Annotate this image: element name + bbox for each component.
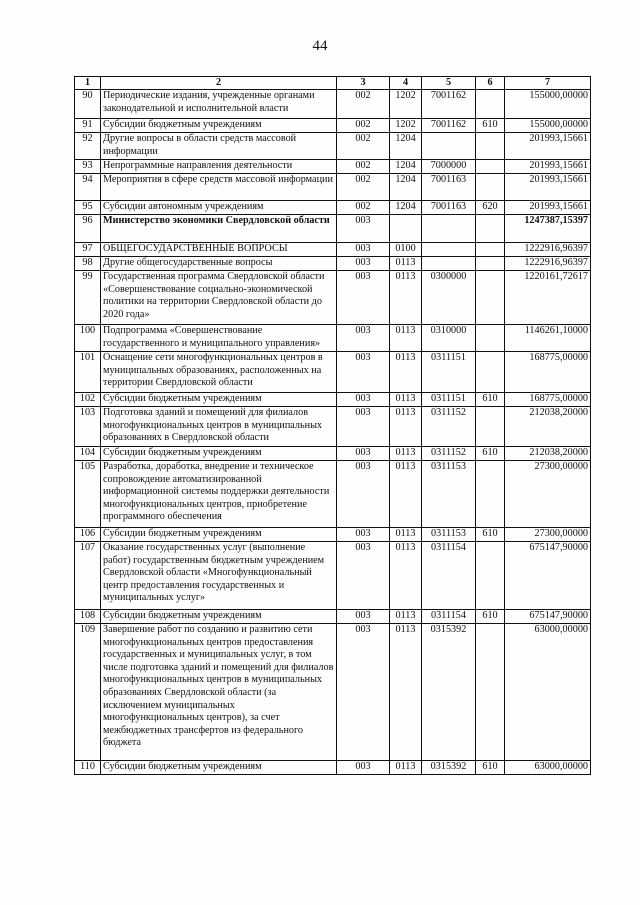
- expense-type-code: [476, 174, 505, 201]
- column-header: 5: [422, 77, 476, 90]
- expense-type-code: [476, 542, 505, 610]
- row-number: 98: [75, 257, 101, 271]
- amount-value: 1220161,72617: [505, 271, 591, 325]
- expense-type-code: [476, 257, 505, 271]
- table-row: [75, 447, 591, 461]
- budget-table: [74, 76, 591, 775]
- row-number: 102: [75, 393, 101, 407]
- expense-type-code: [476, 407, 505, 447]
- expense-name: Государственная программа Свердловской области «Совершенствование социально-экономической политики на территории Свердловской области до 2020 года»: [101, 271, 337, 325]
- department-code: 003: [337, 761, 390, 775]
- department-code: 003: [337, 407, 390, 447]
- expense-type-code: 610: [476, 393, 505, 407]
- row-number: 91: [75, 119, 101, 133]
- department-code: 003: [337, 257, 390, 271]
- target-article-code: [422, 215, 476, 243]
- expense-type-code: 610: [476, 528, 505, 542]
- table-row: [75, 393, 591, 407]
- expense-name: Субсидии бюджетным учреждениям: [101, 528, 337, 542]
- target-article-code: 0311152: [422, 407, 476, 447]
- table-row: [75, 201, 591, 215]
- expense-name: Субсидии бюджетным учреждениям: [101, 610, 337, 624]
- table-row: [75, 461, 591, 528]
- section-code: 1204: [390, 160, 422, 174]
- expense-type-code: [476, 352, 505, 393]
- table-row: [75, 528, 591, 542]
- expense-name: Субсидии автономным учреждениям: [101, 201, 337, 215]
- expense-name: Непрограммные направления деятельности: [101, 160, 337, 174]
- amount-value: 155000,00000: [505, 90, 591, 119]
- section-code: 0113: [390, 528, 422, 542]
- amount-value: 201993,15661: [505, 160, 591, 174]
- row-number: 92: [75, 133, 101, 160]
- section-code: 0113: [390, 407, 422, 447]
- section-code: [390, 215, 422, 243]
- expense-name: Завершение работ по созданию и развитию сети многофункциональных центров предоставления государственных и муниципальных услуг, в том числе подготовка зданий и помещений для филиалов многофункциональных центров в муниципальных образованиях Свердловской области (за исключением муниципальных многофункциональных центров), за счет межбюджетных трансфертов из федерального бюджета: [101, 624, 337, 761]
- expense-name: Министерство экономики Свердловской области: [101, 215, 337, 243]
- amount-value: 168775,00000: [505, 393, 591, 407]
- table-row: [75, 174, 591, 201]
- expense-type-code: [476, 215, 505, 243]
- target-article-code: 7001162: [422, 90, 476, 119]
- amount-value: 1222916,96397: [505, 243, 591, 257]
- section-code: 0113: [390, 461, 422, 528]
- department-code: 002: [337, 201, 390, 215]
- amount-value: 212038,20000: [505, 407, 591, 447]
- department-code: 003: [337, 352, 390, 393]
- expense-type-code: 610: [476, 761, 505, 775]
- target-article-code: 0310000: [422, 325, 476, 352]
- table-header-row: [75, 77, 591, 90]
- target-article-code: 0311153: [422, 461, 476, 528]
- table-row: [75, 133, 591, 160]
- expense-name: Оказание государственных услуг (выполнение работ) государственным бюджетным учреждением Свердловской области «Многофункциональный центр предоставления государственных и муниципальных услуг»: [101, 542, 337, 610]
- section-code: 0100: [390, 243, 422, 257]
- department-code: 003: [337, 461, 390, 528]
- row-number: 90: [75, 90, 101, 119]
- table-row: [75, 243, 591, 257]
- section-code: 0113: [390, 542, 422, 610]
- row-number: 93: [75, 160, 101, 174]
- expense-name: Периодические издания, учрежденные органами законодательной и исполнительной власти: [101, 90, 337, 119]
- amount-value: 27300,00000: [505, 528, 591, 542]
- expense-name: Субсидии бюджетным учреждениям: [101, 447, 337, 461]
- column-header: 4: [390, 77, 422, 90]
- department-code: 003: [337, 271, 390, 325]
- target-article-code: 0311154: [422, 610, 476, 624]
- section-code: 0113: [390, 393, 422, 407]
- table-row: [75, 90, 591, 119]
- section-code: 1202: [390, 119, 422, 133]
- department-code: 002: [337, 119, 390, 133]
- target-article-code: [422, 257, 476, 271]
- section-code: 0113: [390, 271, 422, 325]
- amount-value: 63000,00000: [505, 624, 591, 761]
- expense-type-code: [476, 243, 505, 257]
- section-code: 0113: [390, 257, 422, 271]
- table-row: [75, 257, 591, 271]
- table-row: [75, 542, 591, 610]
- table-row: [75, 325, 591, 352]
- expense-name: Другие вопросы в области средств массовой информации: [101, 133, 337, 160]
- target-article-code: 7001163: [422, 174, 476, 201]
- department-code: 003: [337, 325, 390, 352]
- table-row: [75, 761, 591, 775]
- row-number: 99: [75, 271, 101, 325]
- target-article-code: 7000000: [422, 160, 476, 174]
- target-article-code: 0315392: [422, 761, 476, 775]
- row-number: 107: [75, 542, 101, 610]
- expense-name: Разработка, доработка, внедрение и техническое сопровождение автоматизированной информационной системы поддержки деятельности многофункциональных центров, приобретение программного обеспечения: [101, 461, 337, 528]
- column-header: 1: [75, 77, 101, 90]
- section-code: 0113: [390, 352, 422, 393]
- expense-name: Субсидии бюджетным учреждениям: [101, 393, 337, 407]
- page-number: 44: [312, 38, 328, 54]
- amount-value: 201993,15661: [505, 133, 591, 160]
- expense-type-code: [476, 271, 505, 325]
- target-article-code: 0311151: [422, 393, 476, 407]
- department-code: 002: [337, 174, 390, 201]
- table-row: [75, 407, 591, 447]
- amount-value: 1222916,96397: [505, 257, 591, 271]
- table-row: [75, 610, 591, 624]
- column-header: 3: [337, 77, 390, 90]
- expense-type-code: [476, 160, 505, 174]
- expense-type-code: 610: [476, 610, 505, 624]
- department-code: 003: [337, 610, 390, 624]
- column-header: 2: [101, 77, 337, 90]
- amount-value: 212038,20000: [505, 447, 591, 461]
- amount-value: 1247387,15397: [505, 215, 591, 243]
- row-number: 103: [75, 407, 101, 447]
- department-code: 003: [337, 624, 390, 761]
- amount-value: 675147,90000: [505, 542, 591, 610]
- expense-name: Подпрограмма «Совершенствование государственного и муниципального управления»: [101, 325, 337, 352]
- section-code: 0113: [390, 447, 422, 461]
- amount-value: 201993,15661: [505, 201, 591, 215]
- expense-name: Подготовка зданий и помещений для филиалов многофункциональных центров в муниципальных образованиях в Свердловской области: [101, 407, 337, 447]
- table-row: [75, 160, 591, 174]
- table-body: [75, 90, 591, 775]
- expense-name: Мероприятия в сфере средств массовой информации: [101, 174, 337, 201]
- department-code: 003: [337, 542, 390, 610]
- amount-value: 168775,00000: [505, 352, 591, 393]
- expense-type-code: [476, 624, 505, 761]
- row-number: 109: [75, 624, 101, 761]
- row-number: 100: [75, 325, 101, 352]
- expense-name: Другие общегосударственные вопросы: [101, 257, 337, 271]
- row-number: 97: [75, 243, 101, 257]
- target-article-code: [422, 133, 476, 160]
- section-code: 1204: [390, 174, 422, 201]
- expense-type-code: [476, 461, 505, 528]
- section-code: 1202: [390, 90, 422, 119]
- department-code: 002: [337, 160, 390, 174]
- department-code: 003: [337, 243, 390, 257]
- row-number: 108: [75, 610, 101, 624]
- row-number: 104: [75, 447, 101, 461]
- amount-value: 675147,90000: [505, 610, 591, 624]
- row-number: 95: [75, 201, 101, 215]
- department-code: 002: [337, 133, 390, 160]
- amount-value: 201993,15661: [505, 174, 591, 201]
- expense-type-code: 620: [476, 201, 505, 215]
- section-code: 1204: [390, 133, 422, 160]
- table-row: [75, 352, 591, 393]
- table-row: [75, 215, 591, 243]
- section-code: 1204: [390, 201, 422, 215]
- department-code: 003: [337, 528, 390, 542]
- row-number: 106: [75, 528, 101, 542]
- expense-type-code: 610: [476, 447, 505, 461]
- target-article-code: 7001162: [422, 119, 476, 133]
- expense-type-code: [476, 90, 505, 119]
- row-number: 105: [75, 461, 101, 528]
- department-code: 003: [337, 447, 390, 461]
- expense-name: ОБЩЕГОСУДАРСТВЕННЫЕ ВОПРОСЫ: [101, 243, 337, 257]
- target-article-code: 0311152: [422, 447, 476, 461]
- section-code: 0113: [390, 610, 422, 624]
- section-code: 0113: [390, 624, 422, 761]
- amount-value: 1146261,10000: [505, 325, 591, 352]
- expense-type-code: [476, 133, 505, 160]
- row-number: 101: [75, 352, 101, 393]
- table-row: [75, 271, 591, 325]
- row-number: 94: [75, 174, 101, 201]
- department-code: 002: [337, 90, 390, 119]
- row-number: 110: [75, 761, 101, 775]
- table-row: [75, 624, 591, 761]
- section-code: 0113: [390, 761, 422, 775]
- target-article-code: [422, 243, 476, 257]
- row-number: 96: [75, 215, 101, 243]
- amount-value: 27300,00000: [505, 461, 591, 528]
- column-header: 6: [476, 77, 505, 90]
- target-article-code: 0315392: [422, 624, 476, 761]
- amount-value: 63000,00000: [505, 761, 591, 775]
- expense-name: Субсидии бюджетным учреждениям: [101, 761, 337, 775]
- amount-value: 155000,00000: [505, 119, 591, 133]
- target-article-code: 0311153: [422, 528, 476, 542]
- target-article-code: 0311151: [422, 352, 476, 393]
- table-row: [75, 119, 591, 133]
- expense-name: Субсидии бюджетным учреждениям: [101, 119, 337, 133]
- target-article-code: 0311154: [422, 542, 476, 610]
- expense-type-code: [476, 325, 505, 352]
- expense-type-code: 610: [476, 119, 505, 133]
- column-header: 7: [505, 77, 591, 90]
- target-article-code: 7001163: [422, 201, 476, 215]
- department-code: 003: [337, 215, 390, 243]
- department-code: 003: [337, 393, 390, 407]
- section-code: 0113: [390, 325, 422, 352]
- target-article-code: 0300000: [422, 271, 476, 325]
- expense-name: Оснащение сети многофункциональных центров в муниципальных образованиях, расположенных на территории Свердловской области: [101, 352, 337, 393]
